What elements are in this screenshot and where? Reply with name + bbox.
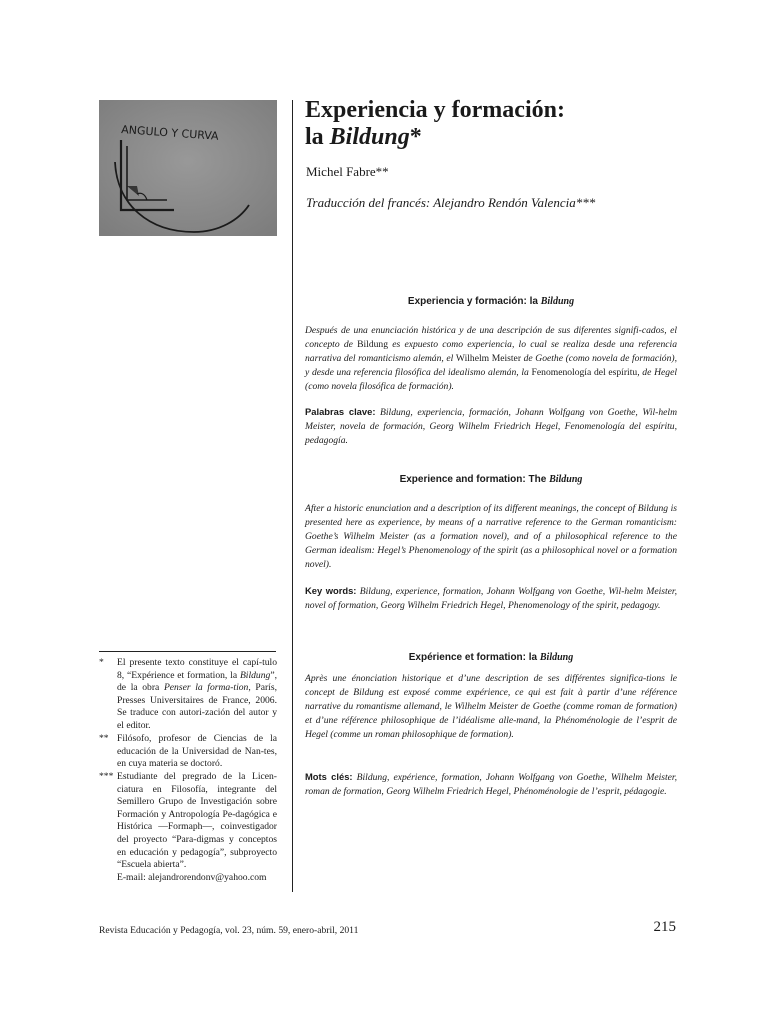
title-line-2-prefix: la: [305, 124, 330, 150]
abstract-es: [305, 324, 677, 394]
footnote-mark: **: [99, 733, 109, 744]
footnote-run: Penser la forma-tion: [163, 682, 249, 694]
abstract-es-run: Después de una enunciación histórica y de una descripción de sus diferentes signifi-cados, el concepto de: [305, 325, 677, 350]
footnote-run: Bildung: [239, 669, 271, 681]
heading-fr-italic: Bildung: [539, 652, 574, 663]
author-name: Michel Fabre**: [306, 164, 389, 179]
photo-handwriting: ANGULO Y CURVA: [120, 123, 220, 143]
section-heading-fr: [305, 652, 677, 663]
abstract-es-run: Bildung: [357, 339, 389, 350]
article-title: [305, 97, 565, 151]
footnote-rule: [99, 651, 276, 652]
footnote-3: [99, 771, 277, 884]
keywords-es-text: Bildung, experiencia, formación, Johann Wolfgang von Goethe, Wil-helm Meister, novela de formación, Georg Wilhelm Friedrich Hegel, Fenomenología del espíritu, pedagogía.: [305, 407, 677, 446]
footnote-mark: ***: [99, 771, 114, 782]
footnote-run: E-mail: alejandrorendonv@yahoo.com: [117, 871, 267, 883]
footnote-run: ”, de la obra: [117, 669, 277, 694]
abstract-fr: Après une énonciation historique et d’une description de ses différentes significa-tions le concept de Bildung est exposé comme expérience, ce qui est fait à partir d’une référence narrative du romantisme allemand, le Wilhelm Meister de Goethe (comme roman de formation) et d’une référence philosophique de l’idéalisme alle-mand, la Phénoménologie de l’esprit de Hegel (comme un roman philosophique de formation).: [305, 673, 677, 740]
title-line-1: Experiencia y formación:: [305, 97, 565, 123]
heading-fr-text: Expérience et formation: la: [408, 652, 540, 663]
keywords-es: [305, 405, 677, 448]
footnote-run: , París, Presses Universitaires de France, 2006. Se traduce con autori-zación del autor y el editor.: [117, 682, 277, 731]
keywords-fr-text: Bildung, expérience, formation, Johann Wolfgang von Goethe, Wilhelm Meister, roman de formation, Georg Wilhelm Friedrich Hegel, Phénoménologie de l’esprit, pédagogie.: [305, 772, 677, 797]
keywords-en: [305, 584, 677, 613]
abstract-es-run: Wilhelm Meister: [455, 353, 522, 364]
heading-en-text: Experience and formation: The: [399, 474, 550, 485]
title-footnote-mark: *: [409, 124, 422, 150]
column-divider: [292, 100, 293, 892]
abstract-es-run: es expuesto como experiencia, lo cual se realiza desde una referencia narrativa del romanticismo alemán, el: [305, 339, 678, 364]
journal-citation: Revista Educación y Pedagogía, vol. 23, núm. 59, enero-abril, 2011: [99, 925, 359, 936]
footnote-run: Estudiante del pregrado de la Licen-ciatura en Filosofía, integrante del Semillero Grupo de Investigación sobre Formación y Antropología Pe-dagógica e Histórica —Formaph—, coinvestigador del proyecto “Para-digmas y conceptos en educación y pedagogía”, subproyecto “Escuela abierta”.: [117, 771, 277, 871]
page-number: 215: [653, 919, 676, 935]
footnote-run: Filósofo, profesor de Ciencias de la educación de la Universidad de Nan-tes, en cuya materia se doctoró.: [117, 733, 277, 770]
footnote-2: [99, 733, 277, 771]
footnote-text: [117, 657, 277, 733]
title-line-2-italic: Bildung: [329, 124, 410, 150]
heading-en-italic: Bildung: [549, 474, 583, 485]
footnote-text: [117, 771, 277, 884]
abstract-es-run: Fenomenología del espíritu: [531, 367, 638, 378]
abstract-es-run: de Goethe (como novela de formación), y desde una referencia filosófica del idealismo alemán, la: [305, 353, 677, 378]
footnote-1: [99, 657, 277, 733]
keywords-es-label: Palabras clave:: [305, 406, 376, 417]
section-heading-en: [305, 474, 677, 485]
heading-es-italic: Bildung: [540, 296, 575, 307]
abstract-es-run: , de Hegel (como novela filosófica de formación).: [305, 367, 677, 392]
keywords-fr: [305, 770, 677, 799]
article-illustration-photo: [99, 100, 277, 236]
footnote-text: [117, 733, 277, 771]
keywords-en-label: Key words:: [305, 585, 357, 596]
section-heading-es: [305, 296, 677, 307]
angle-curve-sketch: [99, 100, 277, 236]
footnote-mark: *: [99, 657, 104, 668]
footnote-run: El presente texto constituye el capí-tulo 8, “Expérience et formation, la: [117, 657, 277, 681]
keywords-en-text: Bildung, experience, formation, Johann Wolfgang von Goethe, Wil-helm Meister, novel of formation, Georg Wilhelm Friedrich Hegel, Phenomenology of the spirit, pedagogy.: [305, 586, 677, 611]
abstract-en: After a historic enunciation and a description of its different meanings, the concept of Bildung is presented here as experience, by means of a narrative reference to the German romanticism: Goethe’s Wilhelm Meister (as a formation novel), and of a philosophical reference to the German idealism: Hegel’s Phenomenology of the spirit (as a philosophical novel or a formation novel).: [305, 503, 677, 570]
heading-es-text: Experiencia y formación: la: [407, 296, 541, 307]
translator-credit: Traducción del francés: Alejandro Rendón Valencia***: [306, 195, 596, 210]
keywords-fr-label: Mots clés:: [305, 771, 353, 782]
